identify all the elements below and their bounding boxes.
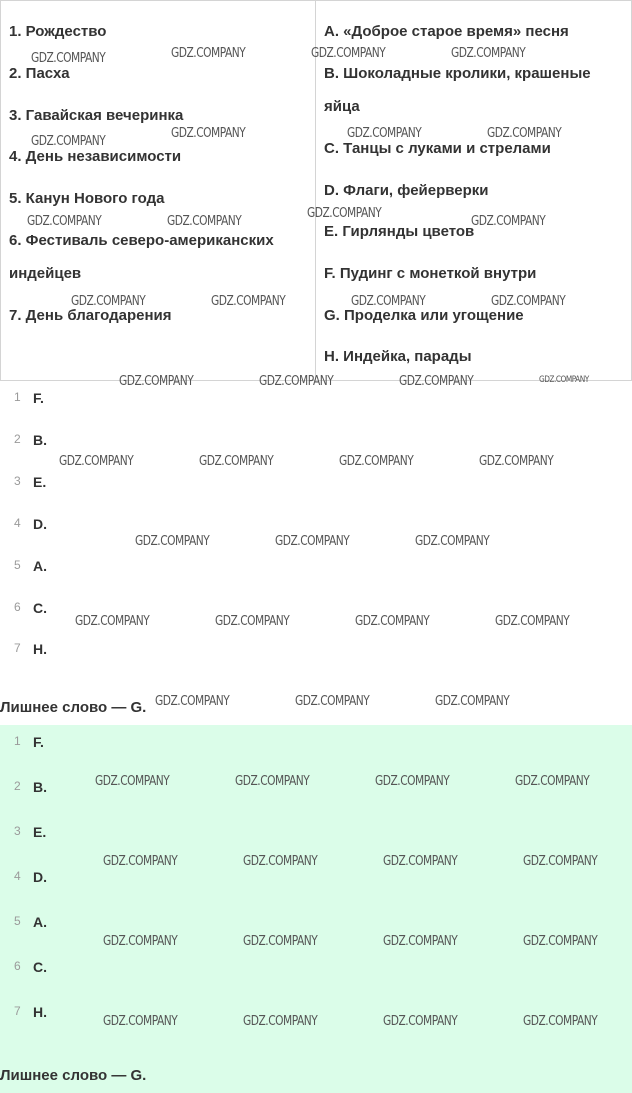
- answer-letter: B.: [33, 779, 47, 795]
- right-item-c: C. Танцы с луками и стрелами: [324, 140, 551, 157]
- watermark: GDZ.COMPANY: [435, 694, 510, 709]
- watermark: GDZ.COMPANY: [103, 1014, 178, 1029]
- watermark: GDZ.COMPANY: [199, 454, 274, 469]
- answer-letter: D.: [33, 516, 47, 532]
- answer-number: 7: [14, 1004, 21, 1018]
- watermark: GDZ.COMPANY: [119, 374, 194, 389]
- watermark: GDZ.COMPANY: [383, 854, 458, 869]
- watermark: GDZ.COMPANY: [167, 214, 242, 229]
- watermark: GDZ.COMPANY: [171, 46, 246, 61]
- watermark: GDZ.COMPANY: [95, 774, 170, 789]
- right-item-h: H. Индейка, парады: [324, 348, 472, 365]
- left-item-5: 5. Канун Нового года: [9, 190, 165, 207]
- watermark: GDZ.COMPANY: [347, 126, 422, 141]
- watermark: GDZ.COMPANY: [383, 1014, 458, 1029]
- left-item-4: 4. День независимости: [9, 148, 182, 165]
- watermark: GDZ.COMPANY: [339, 454, 414, 469]
- right-item-d: D. Флаги, фейерверки: [324, 182, 489, 199]
- watermark: GDZ.COMPANY: [491, 294, 566, 309]
- watermark: GDZ.COMPANY: [479, 454, 554, 469]
- watermark: GDZ.COMPANY: [155, 694, 230, 709]
- answer-row-7: [0, 1004, 632, 1022]
- left-item-3: 3. Гавайская вечеринка: [9, 107, 184, 124]
- answer-number: 4: [14, 516, 21, 530]
- watermark: GDZ.COMPANY: [31, 51, 106, 66]
- watermark: GDZ.COMPANY: [135, 534, 210, 549]
- answer-row-6: [0, 600, 632, 618]
- answer-letter: F.: [33, 734, 44, 750]
- answer-letter: B.: [33, 432, 47, 448]
- watermark: GDZ.COMPANY: [71, 294, 146, 309]
- answer-number: 2: [14, 432, 21, 446]
- watermark: GDZ.COMPANY: [471, 214, 546, 229]
- watermark: GDZ.COMPANY: [211, 294, 286, 309]
- answer-letter: E.: [33, 824, 47, 840]
- left-item-2: 2. Пасха: [9, 65, 70, 82]
- watermark: GDZ.COMPANY: [235, 774, 310, 789]
- answer-number: 3: [14, 474, 21, 488]
- watermark: GDZ.COMPANY: [399, 374, 474, 389]
- watermark: GDZ.COMPANY: [375, 774, 450, 789]
- watermark: GDZ.COMPANY: [59, 454, 134, 469]
- right-item-f: F. Пудинг с монеткой внутри: [324, 265, 537, 282]
- watermark: GDZ.COMPANY: [243, 1014, 318, 1029]
- watermark: GDZ.COMPANY: [243, 934, 318, 949]
- watermark: GDZ.COMPANY: [27, 214, 102, 229]
- answer-row-3: [0, 474, 632, 492]
- answer-letter: E.: [33, 474, 47, 490]
- watermark: GDZ.COMPANY: [75, 614, 150, 629]
- watermark: GDZ.COMPANY: [103, 854, 178, 869]
- watermark: GDZ.COMPANY: [103, 934, 178, 949]
- right-item-b: B. Шоколадные кролики, крашеные: [324, 65, 591, 82]
- left-item-1: 1. Рождество: [9, 23, 107, 40]
- answer-row-4: [0, 869, 632, 887]
- watermark: GDZ.COMPANY: [495, 614, 570, 629]
- answer-row-5: [0, 558, 632, 576]
- answer-number: 4: [14, 869, 21, 883]
- answer-number: 6: [14, 959, 21, 973]
- answer-letter: A.: [33, 558, 47, 574]
- watermark: GDZ.COMPANY: [487, 126, 562, 141]
- watermark: GDZ.COMPANY: [523, 934, 598, 949]
- watermark: GDZ.COMPANY: [415, 534, 490, 549]
- answer-row-5: [0, 914, 632, 932]
- answer-number: 1: [14, 734, 21, 748]
- watermark: GDZ.COMPANY: [275, 534, 350, 549]
- answer-letter: A.: [33, 914, 47, 930]
- left-item-6: 6. Фестиваль северо-американских: [9, 232, 274, 249]
- watermark: GDZ.COMPANY: [539, 375, 589, 385]
- answer-row-1: [0, 734, 632, 752]
- watermark: GDZ.COMPANY: [259, 374, 334, 389]
- answer-letter: D.: [33, 869, 47, 885]
- left-item-6-cont: индейцев: [9, 265, 82, 282]
- answer-number: 2: [14, 779, 21, 793]
- watermark: GDZ.COMPANY: [307, 206, 382, 221]
- answer-number: 5: [14, 558, 21, 572]
- right-item-e: E. Гирлянды цветов: [324, 223, 475, 240]
- matching-table: [0, 0, 632, 381]
- answer-letter: H.: [33, 641, 47, 657]
- answer-row-6: [0, 959, 632, 977]
- answer-number: 1: [14, 390, 21, 404]
- answer-row-1: [0, 390, 632, 408]
- answer-row-7: [0, 641, 632, 659]
- watermark: GDZ.COMPANY: [171, 126, 246, 141]
- watermark: GDZ.COMPANY: [351, 294, 426, 309]
- watermark: GDZ.COMPANY: [311, 46, 386, 61]
- watermark: GDZ.COMPANY: [383, 934, 458, 949]
- answer-number: 6: [14, 600, 21, 614]
- watermark: GDZ.COMPANY: [523, 854, 598, 869]
- answer-letter: C.: [33, 959, 47, 975]
- extra-word-note: Лишнее слово — G.: [0, 1067, 147, 1084]
- answer-letter: C.: [33, 600, 47, 616]
- right-item-b-cont: яйца: [324, 98, 360, 115]
- watermark: GDZ.COMPANY: [243, 854, 318, 869]
- watermark: GDZ.COMPANY: [215, 614, 290, 629]
- answer-number: 7: [14, 641, 21, 655]
- answer-row-3: [0, 824, 632, 842]
- watermark: GDZ.COMPANY: [295, 694, 370, 709]
- extra-word-note: Лишнее слово — G.: [0, 699, 147, 716]
- answer-block-highlighted: [0, 725, 632, 1093]
- column-divider: [315, 1, 316, 382]
- watermark: GDZ.COMPANY: [31, 134, 106, 149]
- answer-number: 3: [14, 824, 21, 838]
- answer-number: 5: [14, 914, 21, 928]
- watermark: GDZ.COMPANY: [451, 46, 526, 61]
- answer-row-2: [0, 779, 632, 797]
- right-item-a: A. «Доброе старое время» песня: [324, 23, 569, 40]
- watermark: GDZ.COMPANY: [515, 774, 590, 789]
- answer-letter: F.: [33, 390, 44, 406]
- watermark: GDZ.COMPANY: [523, 1014, 598, 1029]
- watermark: GDZ.COMPANY: [355, 614, 430, 629]
- answer-row-4: [0, 516, 632, 534]
- right-item-g: G. Проделка или угощение: [324, 307, 524, 324]
- answer-letter: H.: [33, 1004, 47, 1020]
- answer-row-2: [0, 432, 632, 450]
- left-item-7: 7. День благодарения: [9, 307, 172, 324]
